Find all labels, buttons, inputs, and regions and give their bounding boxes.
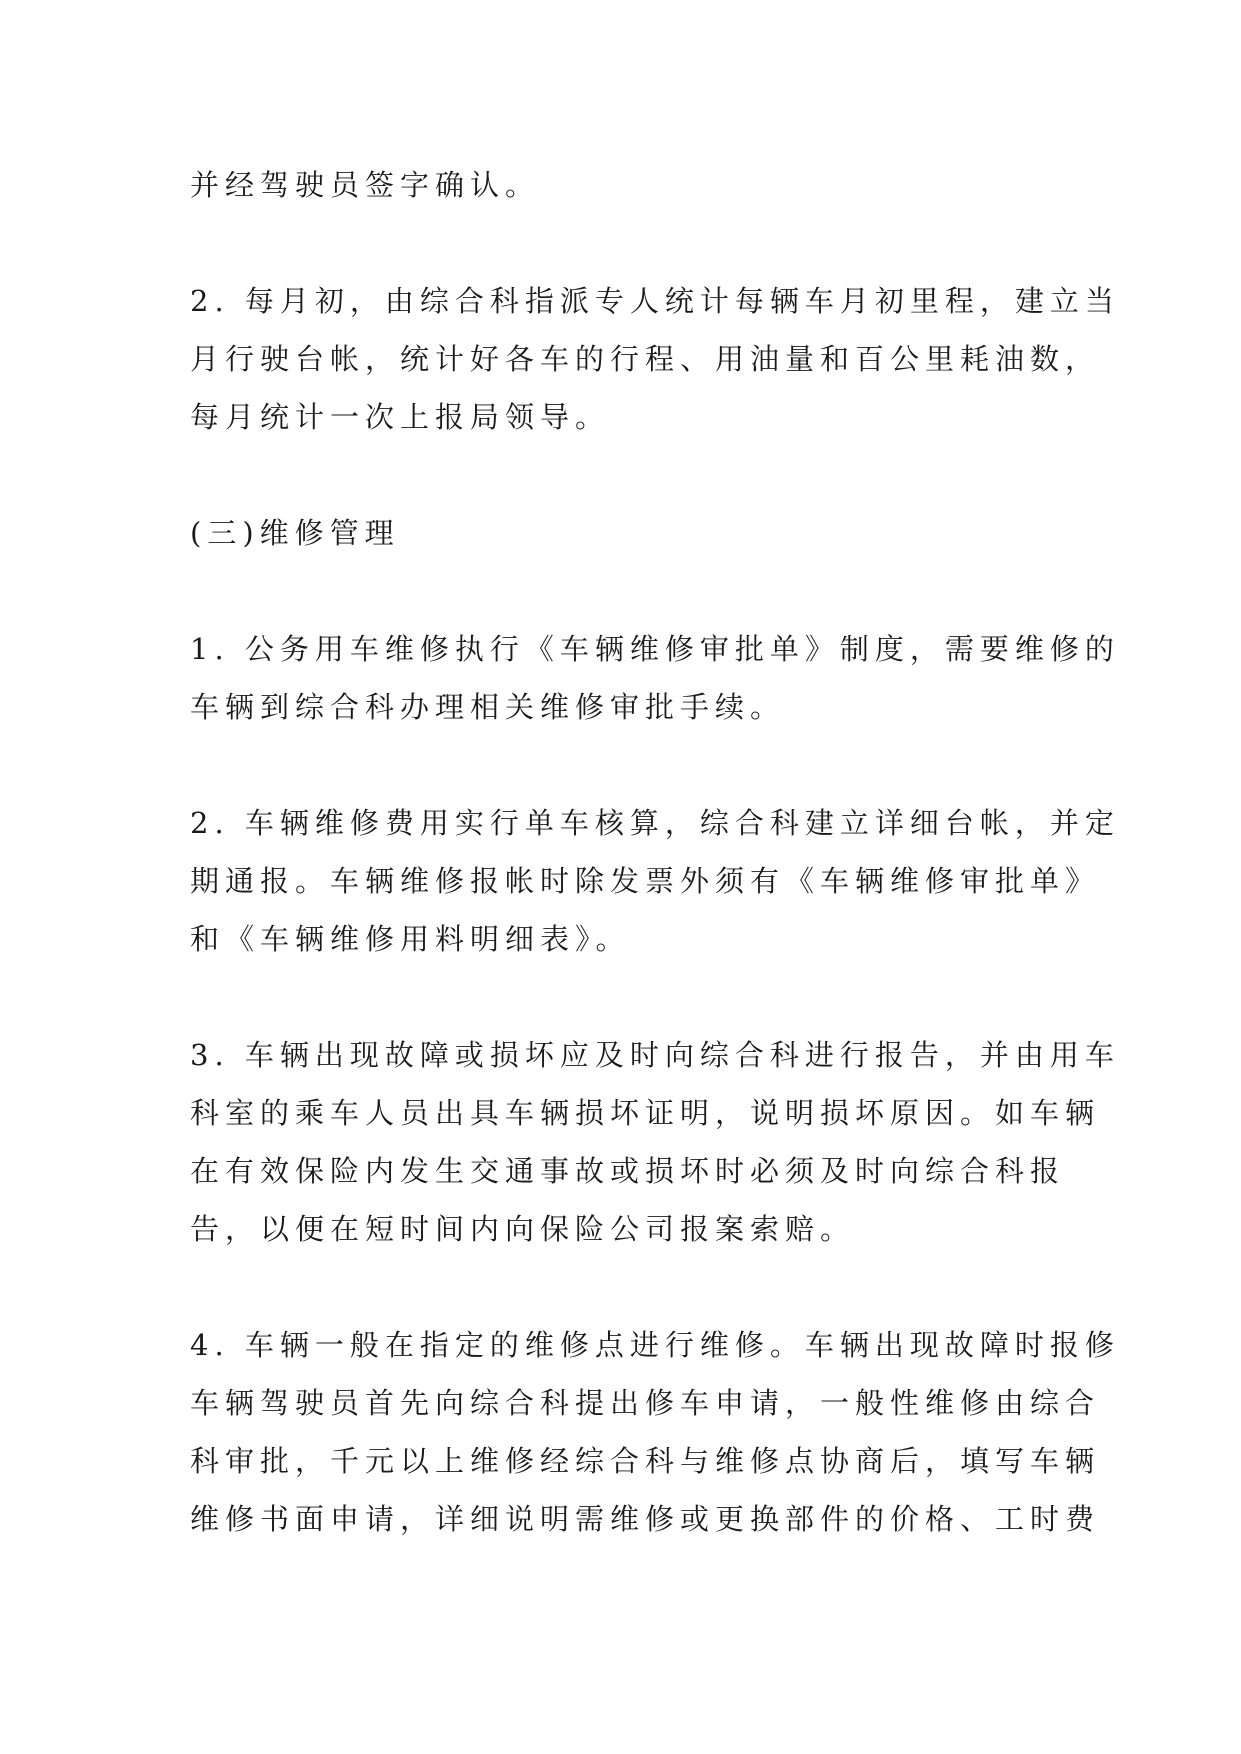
paragraph-signature-confirmation [190,156,1065,214]
text-line: 并经驾驶员签字确认。 [190,168,541,202]
text-line: 车辆到综合科办理相关维修审批手续。 [190,690,786,724]
text-line: 2. 车辆维修费用实行单车核算，综合科建立详细台帐，并定 [190,806,1120,840]
text-line: 和《车辆维修用料明细表》。 [190,922,631,956]
section-heading: (三)维修管理 [190,516,400,550]
text-line: 4. 车辆一般在指定的维修点进行维修。车辆出现故障时报修 [190,1328,1120,1362]
paragraph-monthly-mileage [190,272,1120,446]
paragraph-fault-reporting [190,1026,1120,1258]
text-line: 车辆驾驶员首先向综合科提出修车申请，一般性维修由综合 [190,1386,1101,1420]
text-line: 期通报。车辆维修报帐时除发票外须有《车辆维修审批单》 [190,864,1101,898]
text-line: 3. 车辆出现故障或损坏应及时向综合科进行报告，并由用车 [190,1038,1120,1072]
text-line: 在有效保险内发生交通事故或损坏时必须及时向综合科报 [190,1154,1066,1188]
paragraph-cost-accounting [190,794,1120,968]
section-heading-maintenance [190,504,1065,562]
text-line: 科审批，千元以上维修经综合科与维修点协商后，填写车辆 [190,1444,1101,1478]
paragraph-approval-system [190,620,1120,736]
text-line: 1. 公务用车维修执行《车辆维修审批单》制度，需要维修的 [190,632,1120,666]
text-line: 维修书面申请，详细说明需维修或更换部件的价格、工时费 [190,1502,1101,1536]
text-line: 科室的乘车人员出具车辆损坏证明，说明损坏原因。如车辆 [190,1096,1101,1130]
document-body [190,156,1120,1606]
text-line: 月行驶台帐，统计好各车的行程、用油量和百公里耗油数， [190,342,1101,376]
text-line: 2. 每月初，由综合科指派专人统计每辆车月初里程，建立当 [190,284,1120,318]
paragraph-designated-repair [190,1316,1120,1548]
text-line: 告，以便在短时间内向保险公司报案索赔。 [190,1212,856,1246]
text-line: 每月统计一次上报局领导。 [190,400,611,434]
